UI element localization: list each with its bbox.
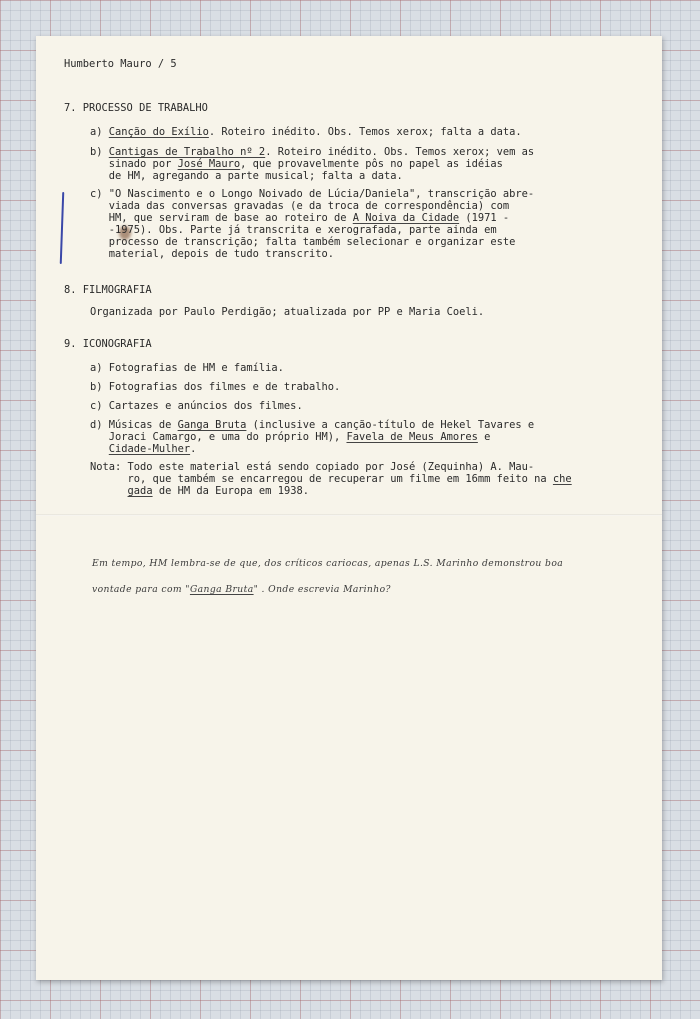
s9-item-d-line2: Joraci Camargo, e uma do próprio HM), Favela de Meus Amores e: [90, 431, 491, 443]
s7-item-c-line4: -1975). Obs. Parte já transcrita e xerografada, parte ainda em: [90, 224, 497, 236]
s9-item-d-line3: Cidade-Mulher.: [108, 443, 197, 455]
s9-item-b: b) Fotografias dos filmes e de trabalho.: [90, 381, 341, 393]
s9-note-line1: Nota: Todo este material está sendo copiado por José (Zequinha) A. Mau-: [90, 461, 535, 473]
s9-note-line2: ro, que também se encarregou de recuperar um filme em 16mm feito na che: [90, 473, 572, 485]
margin-ink-mark: [60, 192, 65, 264]
s9-item-a: a) Fotografias de HM e família.: [90, 362, 284, 374]
handwritten-note-line1: Em tempo, HM lembra-se de que, dos críticos cariocas, apenas L.S. Marinho demonstrou boa: [92, 558, 564, 569]
s9-note-line3: gada de HM da Europa em 1938.: [127, 485, 309, 497]
document-page: [36, 36, 662, 980]
section-9-title: 9. ICONOGRAFIA: [64, 338, 152, 350]
s7-item-c-line6: material, depois de tudo transcrito.: [90, 248, 334, 260]
s7-item-b-line3: de HM, agregando a parte musical; falta a data.: [90, 170, 403, 182]
s7-item-a: a) Canção do Exílio. Roteiro inédito. Obs. Temos xerox; falta a data.: [90, 126, 522, 138]
s7-item-c-line5: processo de transcrição; falta também selecionar e organizar este: [90, 236, 516, 248]
s8-line: Organizada por Paulo Perdigão; atualizada por PP e Maria Coeli.: [90, 306, 485, 318]
page-header: Humberto Mauro / 5: [64, 58, 177, 70]
s9-item-c: c) Cartazes e anúncios dos filmes.: [90, 400, 303, 412]
s7-item-c-line1: c) "O Nascimento e o Longo Noivado de Lúcia/Daniela", transcrição abre-: [90, 188, 535, 200]
section-7-title: 7. PROCESSO DE TRABALHO: [64, 102, 208, 114]
s7-item-c-line3: HM, que serviram de base ao roteiro de A Noiva da Cidade (1971 -: [90, 212, 510, 224]
s9-item-d-line1: d) Músicas de Ganga Bruta (inclusive a canção-título de Hekel Tavares e: [90, 419, 535, 431]
paper-fold: [36, 514, 662, 516]
section-8-title: 8. FILMOGRAFIA: [64, 284, 152, 296]
s7-item-b-line2: sinado por José Mauro, que provavelmente pôs no papel as idéias: [90, 158, 503, 170]
s7-item-c-line2: viada das conversas gravadas (e da troca de correspondência) com: [90, 200, 510, 212]
handwritten-note-line2: vontade para com "Ganga Bruta" . Onde escrevia Marinho?: [92, 584, 391, 595]
s7-item-b-line1: b) Cantigas de Trabalho nº 2. Roteiro inédito. Obs. Temos xerox; vem as: [90, 146, 535, 158]
